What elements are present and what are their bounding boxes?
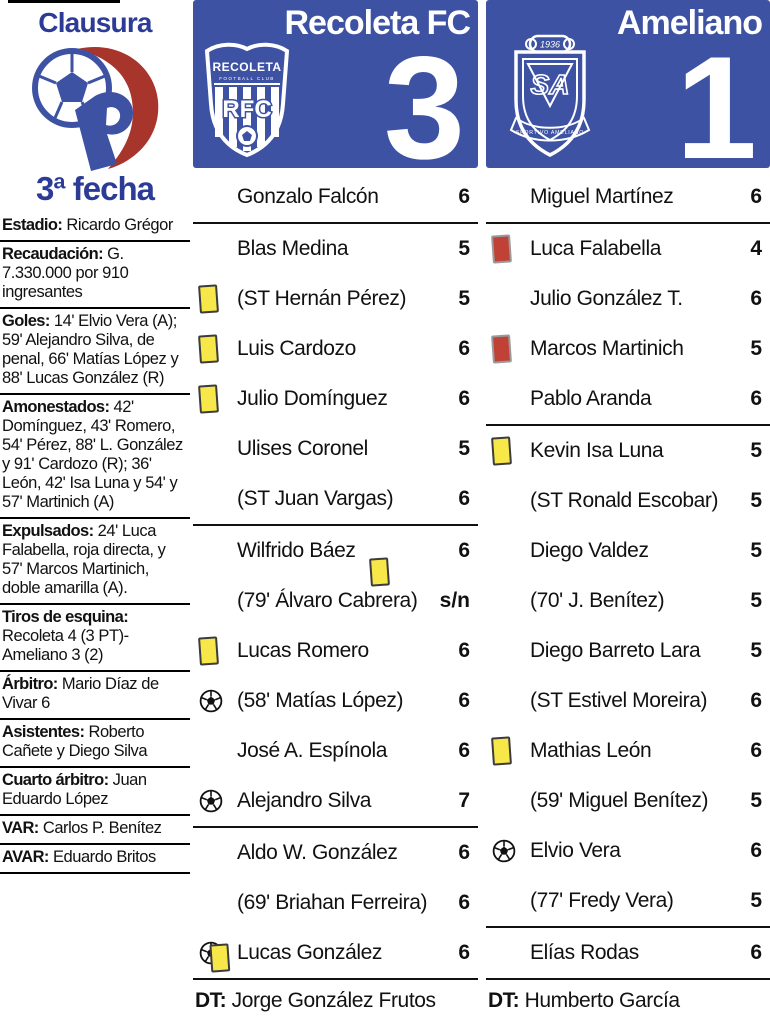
player-row: [486, 324, 770, 374]
player-name: Pablo Aranda: [530, 387, 652, 410]
player-rating: 5: [458, 237, 470, 260]
player-rating: 6: [458, 891, 470, 914]
coach-line: [193, 989, 478, 1013]
player-name: (ST Ronald Escobar): [530, 489, 719, 512]
info-label: Estadio:: [2, 216, 63, 234]
player-row: [193, 526, 478, 576]
goal-ball-icon: [492, 839, 516, 863]
player-rating: 6: [458, 185, 470, 208]
svg-text:1936: 1936: [539, 39, 561, 50]
booking-icons: [492, 224, 511, 274]
info-label: VAR:: [2, 819, 39, 837]
player-list: [486, 172, 770, 980]
player-name: Diego Valdez: [530, 539, 649, 562]
team-header: [486, 0, 770, 190]
player-rating: 5: [750, 639, 762, 662]
svg-text:RFC: RFC: [222, 96, 272, 123]
player-rating: 6: [750, 387, 762, 410]
coach-name: Humberto García: [524, 989, 680, 1012]
goal-ball-icon: [199, 789, 223, 813]
yellow-card-icon: [369, 557, 390, 586]
yellow-card-icon: [491, 436, 512, 465]
player-row: [486, 826, 770, 876]
player-row: [193, 776, 478, 828]
player-rating: 6: [458, 639, 470, 662]
player-rating: 6: [750, 941, 762, 964]
booking-icons: [199, 374, 218, 424]
booking-icons: [492, 726, 511, 776]
player-rating: 6: [458, 841, 470, 864]
team-score: 3: [383, 26, 465, 190]
match-info-list: [0, 213, 190, 874]
player-name: Kevin Isa Luna: [530, 439, 664, 462]
player-row: [193, 726, 478, 776]
player-row: [193, 424, 478, 474]
player-row: [486, 776, 770, 826]
player-row: [486, 876, 770, 928]
player-row: [193, 576, 478, 626]
player-row: [486, 676, 770, 726]
player-name: Julio González T.: [530, 287, 683, 310]
match-info-item: Recaudación: G. 7.330.000 por 910 ingresantes: [0, 242, 190, 309]
red-card-icon: [491, 234, 512, 263]
info-label: Árbitro:: [2, 675, 58, 693]
player-name: José A. Espínola: [237, 739, 388, 762]
player-rating: 6: [458, 941, 470, 964]
player-row: [193, 224, 478, 274]
player-name: Luis Cardozo: [237, 337, 356, 360]
player-name: (ST Juan Vargas): [237, 487, 394, 510]
booking-icons: [199, 324, 218, 374]
player-rating: 6: [750, 185, 762, 208]
booking-icons: [199, 776, 223, 826]
player-rating: 5: [750, 539, 762, 562]
match-info-item: Expulsados: 24' Luca Falabella, roja directa, y 57' Marcos Martinich, doble amarilla (A).: [0, 519, 190, 605]
round-title: 3ª fecha: [36, 170, 154, 207]
yellow-card-icon: [209, 943, 230, 972]
player-rating: 6: [750, 689, 762, 712]
player-row: [193, 878, 478, 928]
tournament-logo: [19, 42, 171, 174]
player-row: [486, 526, 770, 576]
booking-icons: [199, 626, 218, 676]
player-rating: 7: [458, 789, 470, 812]
player-name: Blas Medina: [237, 237, 349, 260]
yellow-card-icon: [198, 334, 219, 363]
player-row: [193, 676, 478, 726]
svg-text:SPORTIVO AMELIANO: SPORTIVO AMELIANO: [515, 130, 585, 136]
player-name: Miguel Martínez: [530, 185, 674, 208]
player-rating: 5: [750, 789, 762, 812]
player-row: [486, 274, 770, 324]
player-name: Ulises Coronel: [237, 437, 368, 460]
player-rating: 6: [458, 387, 470, 410]
player-row: [193, 474, 478, 526]
player-rating: 6: [750, 839, 762, 862]
match-info-item: Cuarto árbitro: Juan Eduardo López: [0, 768, 190, 816]
booking-icons: [199, 928, 229, 978]
coach-label: DT:: [488, 989, 520, 1012]
player-rating: 4: [750, 237, 762, 260]
match-info-item: Amonestados: 42' Domínguez, 43' Romero, 54' Pérez, 88' L. González y 91' Cardozo (R); 36' León, 42' Isa Luna y 54' y 57' Martinich (A): [0, 395, 190, 519]
booking-icons: [199, 676, 223, 726]
player-row: [486, 576, 770, 626]
player-rating: 5: [750, 889, 762, 912]
player-name: Lucas Romero: [237, 639, 369, 662]
red-card-icon: [491, 334, 512, 363]
player-rating: 5: [750, 589, 762, 612]
info-label: Recaudación:: [2, 245, 103, 263]
info-label: Asistentes:: [2, 723, 85, 741]
info-label: Amonestados:: [2, 398, 110, 416]
booking-icons: [492, 426, 511, 476]
info-label: Goles:: [2, 312, 50, 330]
team-score: 1: [675, 26, 757, 190]
player-name: (58' Matías López): [237, 689, 404, 712]
player-rating: 5: [750, 489, 762, 512]
player-rating: 6: [458, 539, 470, 562]
player-name: Wilfrido Báez: [237, 539, 356, 562]
info-label: Expulsados:: [2, 522, 94, 540]
team-panel: [193, 0, 478, 1013]
player-rating: 6: [458, 337, 470, 360]
player-rating: 5: [750, 439, 762, 462]
tournament-panel: [0, 0, 190, 874]
player-name: Luca Falabella: [530, 237, 661, 260]
booking-icons: [492, 324, 511, 374]
yellow-card-icon: [198, 384, 219, 413]
svg-text:RECOLETA: RECOLETA: [212, 60, 282, 74]
player-row: [193, 928, 478, 980]
player-row: [193, 626, 478, 676]
team-name: Ameliano: [616, 4, 762, 42]
player-name: Elvio Vera: [530, 839, 621, 862]
player-rating: 5: [750, 337, 762, 360]
player-rating: 6: [458, 487, 470, 510]
match-info-item: AVAR: Eduardo Britos: [0, 845, 190, 874]
team-panel: [486, 0, 770, 1013]
booking-icons: [199, 274, 218, 324]
player-name: Marcos Martinich: [530, 337, 684, 360]
coach-label: DT:: [195, 989, 227, 1012]
player-row: [193, 172, 478, 224]
booking-icons: [492, 826, 516, 876]
coach-line: [486, 989, 770, 1013]
match-info-item: VAR: Carlos P. Benítez: [0, 816, 190, 845]
player-name: Elías Rodas: [530, 941, 639, 964]
player-name: (77' Fredy Vera): [530, 889, 674, 912]
match-info-item: Tiros de esquina: Recoleta 4 (3 PT)- Ameliano 3 (2): [0, 605, 190, 672]
player-rating: 6: [458, 689, 470, 712]
player-name: Alejandro Silva: [237, 789, 372, 812]
player-name: (70' J. Benítez): [530, 589, 665, 612]
svg-text:SA: SA: [530, 69, 570, 100]
player-row: [193, 828, 478, 878]
player-rating: s/n: [439, 589, 470, 612]
tournament-name: Clausura: [38, 7, 152, 38]
player-rating: 6: [458, 739, 470, 762]
player-row: [486, 224, 770, 274]
player-row: [193, 324, 478, 374]
recoleta-crest-icon: [201, 42, 293, 160]
player-row: [486, 726, 770, 776]
coach-name: Jorge González Frutos: [231, 989, 436, 1012]
player-name: (ST Estivel Moreira): [530, 689, 708, 712]
player-name: Aldo W. González: [237, 841, 398, 864]
player-row: [486, 928, 770, 980]
yellow-card-icon: [491, 736, 512, 765]
player-name: Mathias León: [530, 739, 652, 762]
team-header: [193, 0, 478, 190]
player-rating: 5: [458, 287, 470, 310]
match-info-item: Árbitro: Mario Díaz de Vivar 6: [0, 672, 190, 720]
svg-text:FOOTBALL CLUB: FOOTBALL CLUB: [219, 76, 275, 81]
player-row: [486, 172, 770, 224]
ameliano-crest-icon: [504, 34, 596, 162]
info-label: AVAR:: [2, 848, 49, 866]
player-name: (ST Hernán Pérez): [237, 287, 407, 310]
player-row: [486, 374, 770, 426]
info-label: Cuarto árbitro:: [2, 771, 109, 789]
player-name: Diego Barreto Lara: [530, 639, 701, 662]
player-row: [486, 476, 770, 526]
goal-ball-icon: [199, 689, 223, 713]
player-name: (69' Briahan Ferreira): [237, 891, 428, 914]
player-rating: 5: [458, 437, 470, 460]
yellow-card-icon: [198, 636, 219, 665]
player-row: [486, 626, 770, 676]
player-rating: 6: [750, 287, 762, 310]
player-name: Gonzalo Falcón: [237, 185, 379, 208]
match-info-item: Goles: 14' Elvio Vera (A); 59' Alejandro Silva, de penal, 66' Matías López y 88' Lucas González (R): [0, 309, 190, 395]
player-row: [486, 426, 770, 476]
player-name: (59' Miguel Benítez): [530, 789, 709, 812]
player-row: [193, 274, 478, 324]
player-name: (79' Álvaro Cabrera): [237, 589, 418, 612]
yellow-card-icon: [198, 284, 219, 313]
match-info-item: Asistentes: Roberto Cañete y Diego Silva: [0, 720, 190, 768]
player-name: Lucas González: [237, 941, 382, 964]
player-rating: 6: [750, 739, 762, 762]
team-name: Recoleta FC: [284, 4, 470, 42]
match-info-item: Estadio: Ricardo Grégor: [0, 213, 190, 242]
player-row: [193, 374, 478, 424]
player-name: Julio Domínguez: [237, 387, 388, 410]
info-label: Tiros de esquina:: [2, 608, 129, 626]
player-list: [193, 172, 478, 980]
